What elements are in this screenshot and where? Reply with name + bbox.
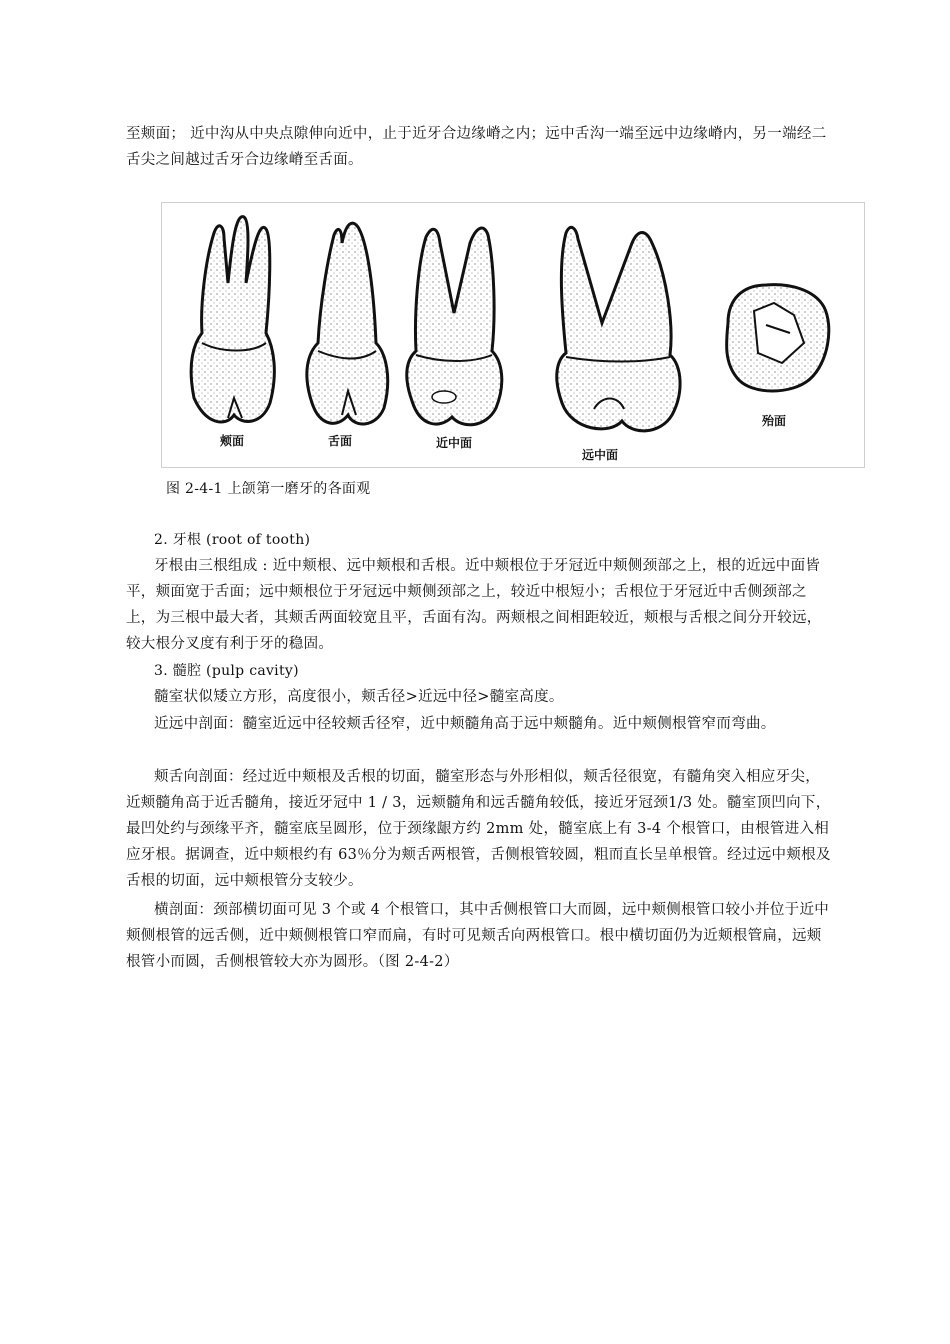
figure-caption: 图 2-4-1 上颌第一磨牙的各面观 (166, 481, 371, 497)
buccal-view-tooth (191, 217, 274, 448)
pulp-paragraph-4: 横剖面：颈部横切面可见 3 个或 4 个根管口，其中舌侧根管口大而圆，远中颊侧根管口较小并位于近中颊侧根管的远舌侧，近中颊侧根管口窄而扁，有时可见颊舌向两根管口。根中横切面仍为近颊根管扁，远颊根管小而圆，舌侧根管较大亦为圆形。（图 2-4-2） (126, 902, 830, 970)
molar-figure (161, 202, 865, 468)
pulp-paragraph-1: 髓室状似矮立方形，高度很小，颊舌径>近远中径>髓室高度。 (154, 689, 564, 705)
label-lingual: 舌面 (328, 434, 353, 448)
pulp-paragraph-3: 颊舌向剖面：经过近中颊根及舌根的切面，髓室形态与外形相似，颊舌径很宽，有髓角突入相应牙尖，近颊髓角高于近舌髓角，接近牙冠中 1 / 3，远颊髓角和远舌髓角较低，接近牙冠颈1/3 处。髓室顶凹向下，最凹处约与颈缘平齐，髓室底呈圆形，位于颈缘龈方约 2mm 处，髓室底上有 3-4 个根管口，由根管进入相应牙根。据调查，近中颊根约有 63％分为颊舌两根管，舌侧根管较圆，粗而直长呈单根管。经过远中颊根及舌根的切面，远中颊根管分支较少。 (126, 769, 831, 889)
lingual-view-tooth (307, 223, 388, 448)
distal-view-tooth (557, 227, 680, 462)
molar-illustration (162, 203, 864, 467)
label-distal: 远中面 (582, 448, 619, 462)
label-buccal: 颊面 (220, 434, 245, 448)
root-paragraph: 牙根由三根组成 : 近中颊根、远中颊根和舌根。近中颊根位于牙冠近中颊侧颈部之上，根的近远中面皆平，颊面宽于舌面；远中颊根位于牙冠远中颊侧颈部之上，较近中根短小；舌根位于牙冠近中舌侧颈部之上，为三根中最大者，其颊舌两面较宽且平，舌面有沟。两颊根之间相距较近，颊根与舌根之间分开较远，较大根分叉度有利于牙的稳固。 (126, 558, 822, 652)
intro-paragraph: 至颊面； 近中沟从中央点隙伸向近中，止于近牙合边缘嵴之内；远中舌沟一端至远中边缘嵴内，另一端经二舌尖之间越过舌牙合边缘嵴至舌面。 (126, 126, 827, 168)
mesial-view-tooth (407, 228, 502, 450)
section-heading-pulp: 3. 髓腔 (pulp cavity) (154, 663, 299, 679)
pulp-paragraph-2: 近远中剖面：髓室近远中径较颊舌径窄，近中颊髓角高于远中颊髓角。近中颊侧根管窄而弯曲。 (154, 716, 776, 732)
label-mesial: 近中面 (436, 436, 473, 450)
occlusal-view-tooth (727, 285, 829, 428)
label-occlusal: 殆面 (762, 414, 787, 428)
section-heading-root: 2. 牙根 (root of tooth) (154, 532, 311, 548)
